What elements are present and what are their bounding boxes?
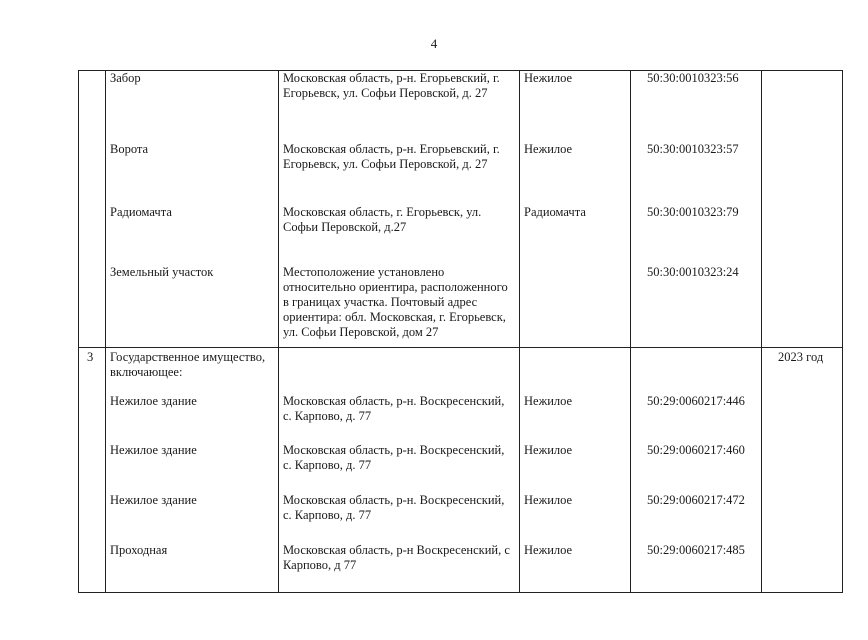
object-type-cell — [520, 71, 631, 348]
object-name: Земельный участок — [110, 265, 214, 279]
object-address: Местоположение установлено относительно ориентира, расположенного в границах участка. Почтовый адрес ориентира: обл. Московская, г. Егорьевск, ул. Софьи Перовской, дом 27 — [283, 265, 508, 339]
object-name-cell — [106, 71, 279, 348]
year-cell — [762, 348, 843, 593]
object-type: Радиомачта — [524, 205, 586, 219]
object-name: Нежилое здание — [110, 443, 197, 457]
property-table — [78, 70, 843, 593]
object-name: Ворота — [110, 142, 149, 156]
group-title: Государственное имущество, включающее: — [110, 350, 266, 379]
year-value: 2023 год — [778, 350, 824, 364]
object-address: Московская область, г. Егорьевск, ул. Софьи Перовской, д.27 — [283, 205, 482, 234]
object-type: Нежилое — [524, 493, 573, 507]
object-address: Московская область, р-н. Егорьевский, г. Егорьевск, ул. Софьи Перовской, д. 27 — [283, 142, 500, 171]
address-cell — [279, 348, 520, 593]
row-number-cell — [79, 348, 106, 593]
object-address: Московская область, р-н. Воскресенский, с. Карпово, д. 77 — [283, 493, 505, 522]
row-number: 3 — [87, 350, 94, 364]
object-type: Нежилое — [524, 394, 573, 408]
object-address: Московская область, р-н Воскресенский, с Карпово, д 77 — [283, 543, 510, 572]
object-address: Московская область, р-н. Воскресенский, с. Карпово, д. 77 — [283, 443, 505, 472]
row-number-cell — [79, 71, 106, 348]
cadastral-number: 50:30:0010323:24 — [647, 265, 739, 279]
cadastral-number: 50:29:0060217:446 — [647, 394, 745, 408]
object-name-cell — [106, 348, 279, 593]
cadastral-number: 50:29:0060217:472 — [647, 493, 745, 507]
object-type: Нежилое — [524, 443, 573, 457]
page-number: 4 — [430, 36, 438, 51]
cadastral-number: 50:29:0060217:460 — [647, 443, 745, 457]
cadastral-number: 50:30:0010323:57 — [647, 142, 739, 156]
cadastral-number-cell — [631, 71, 762, 348]
cadastral-number: 50:30:0010323:56 — [647, 71, 739, 85]
object-type: Нежилое — [524, 71, 573, 85]
object-name: Забор — [110, 71, 141, 85]
cadastral-number-cell — [631, 348, 762, 593]
object-address: Московская область, р-н. Воскресенский, с. Карпово, д. 77 — [283, 394, 505, 423]
object-type-cell — [520, 348, 631, 593]
object-type: Нежилое — [524, 142, 573, 156]
table-row-group-b — [79, 348, 843, 593]
object-type: Нежилое — [524, 543, 573, 557]
object-name: Проходная — [110, 543, 168, 557]
cadastral-number: 50:30:0010323:79 — [647, 205, 739, 219]
object-name: Нежилое здание — [110, 493, 197, 507]
table-row-group-a — [79, 71, 843, 348]
object-name: Нежилое здание — [110, 394, 197, 408]
object-address: Московская область, р-н. Егорьевский, г. Егорьевск, ул. Софьи Перовской, д. 27 — [283, 71, 500, 100]
year-cell — [762, 71, 843, 348]
object-name: Радиомачта — [110, 205, 172, 219]
address-cell — [279, 71, 520, 348]
cadastral-number: 50:29:0060217:485 — [647, 543, 745, 557]
